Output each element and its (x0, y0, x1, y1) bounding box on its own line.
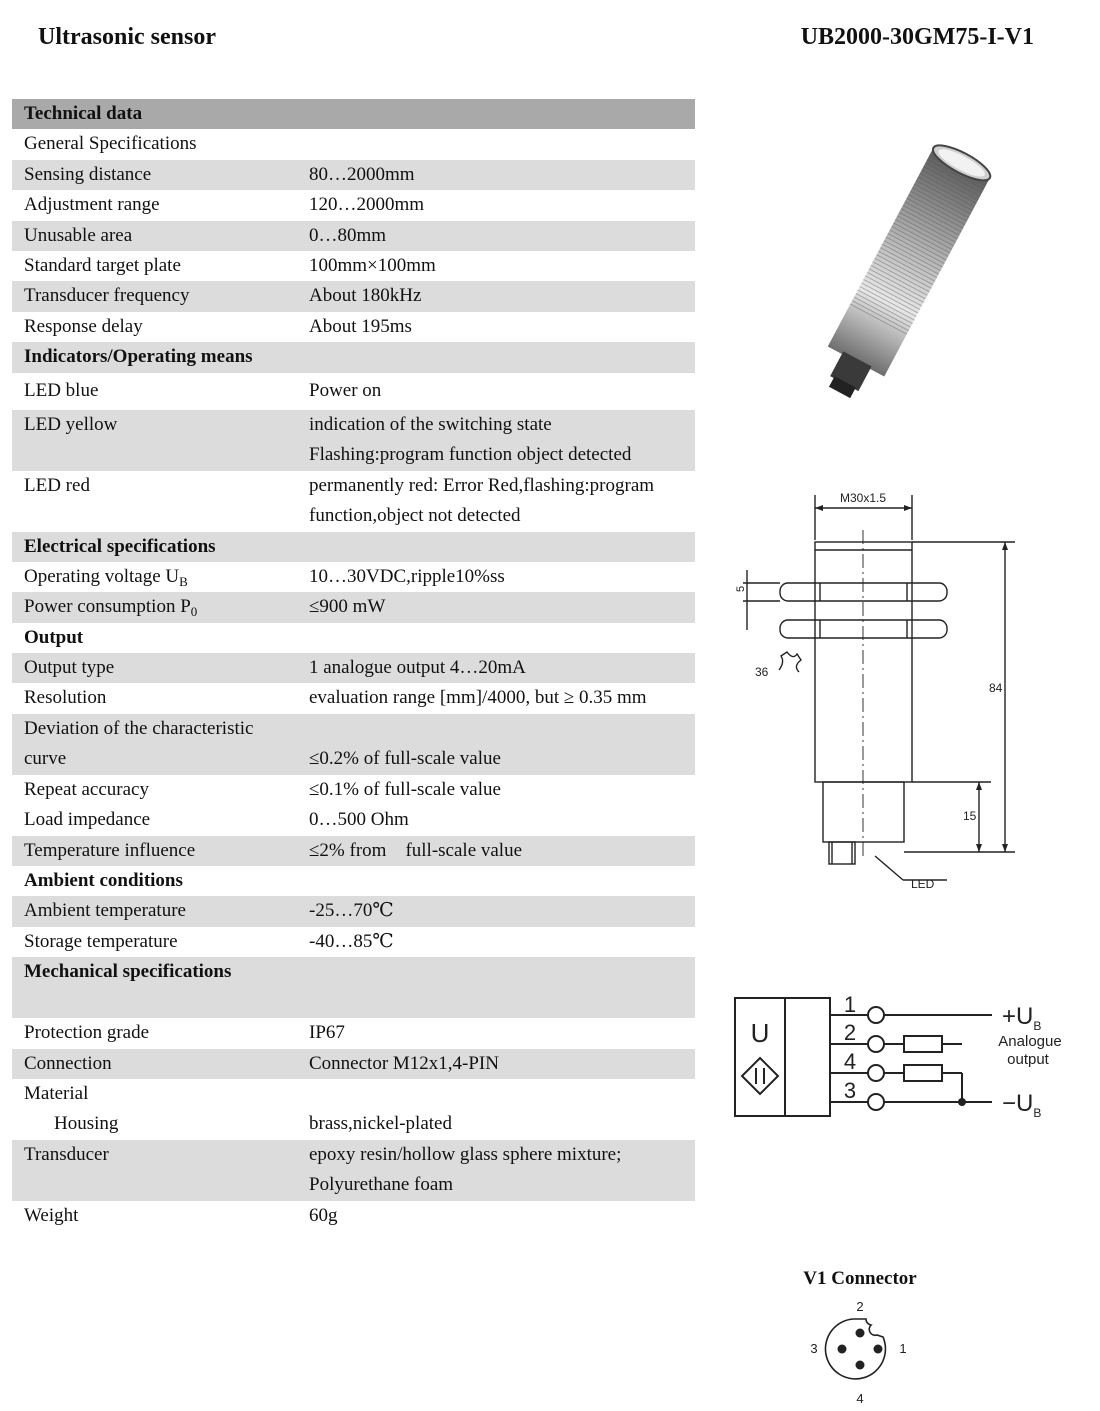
row-label: Load impedance (24, 809, 151, 831)
analogue-label: Analogue (998, 1033, 1062, 1050)
table-row (12, 373, 695, 410)
row-value: 60g (309, 1204, 338, 1226)
row-value: 80…2000mm (309, 163, 415, 185)
row-label: Resolution (24, 687, 107, 709)
row-value: ≤2% from full-scale value (309, 839, 523, 861)
table-row (12, 532, 695, 562)
row-label: LED blue (24, 379, 99, 401)
minus-ub-label: $-U_B$ (1002, 1090, 1042, 1120)
row-label: Indicators/Operating means (24, 346, 253, 368)
upper-nut (780, 583, 947, 601)
row-label: Weight (24, 1204, 79, 1226)
row-label: Adjustment range (24, 194, 160, 216)
row-value: Connector M12x1,4-PIN (309, 1052, 499, 1074)
sensor-diamond-icon (742, 1058, 778, 1094)
row-label: Housing (54, 1113, 119, 1135)
output-resistor (904, 1036, 942, 1052)
row-value: ≤0.2% of full-scale value (309, 748, 501, 770)
table-row (12, 1201, 695, 1231)
row-value: indication of the switching state Flashing:program function object detected (309, 413, 632, 465)
row-label: Unusable area (24, 224, 133, 246)
table-row (12, 251, 695, 281)
pin-label-3: 3 (843, 1078, 857, 1103)
table-row (12, 312, 695, 342)
row-label: Repeat accuracy (24, 778, 149, 800)
table-row (12, 99, 695, 129)
wrench-icon (779, 652, 801, 672)
table-row (12, 562, 695, 592)
sensor-symbol-letter: U (750, 1018, 770, 1048)
row-value: brass,nickel-plated (309, 1113, 452, 1135)
table-row (12, 957, 695, 1018)
row-value: 100mm×100mm (309, 254, 436, 276)
row-label: Temperature influence (24, 839, 196, 861)
row-value: epoxy resin/hollow glass sphere mixture; Polyurethane foam (309, 1143, 622, 1196)
row-value: About 195ms (309, 315, 412, 337)
sensor-photo (760, 110, 1050, 410)
row-label: Power consumption $P_0$ (24, 596, 198, 620)
row-label: Protection grade (24, 1022, 150, 1044)
row-label: Deviation of the characteristic curve (24, 717, 254, 770)
connector-pinout (800, 1295, 920, 1411)
table-row (12, 836, 695, 866)
row-value: -25…70℃ (309, 900, 394, 922)
row-label: Output type (24, 657, 115, 679)
row-label: Sensing distance (24, 163, 152, 185)
pin-3 (838, 1345, 847, 1354)
pin-label-4: 4 (843, 1049, 857, 1074)
row-value: 0…80mm (309, 224, 387, 246)
table-row (12, 714, 695, 775)
table-row (12, 471, 695, 532)
pinout-label-3: 3 (810, 1341, 818, 1356)
row-label: Electrical specifications (24, 535, 216, 557)
row-value: permanently red: Error Red,flashing:program function,object not detected (309, 474, 655, 526)
connector-title: V1 Connector (803, 1268, 917, 1289)
pin-4 (856, 1361, 865, 1370)
plug-length-label: 15 (963, 809, 977, 823)
product-type-title: Ultrasonic sensor (38, 24, 216, 50)
dimension-drawing (725, 480, 1025, 900)
sensor-block (735, 998, 830, 1116)
table-row (12, 927, 695, 957)
table-row (12, 1109, 695, 1139)
nut-height-label: 5 (735, 585, 747, 592)
table-row (12, 1049, 695, 1079)
row-label: Output (24, 626, 84, 648)
row-value: 0…500 Ohm (309, 809, 409, 831)
row-label: Storage temperature (24, 930, 178, 952)
table-row (12, 592, 695, 622)
row-value: ≤900 mW (309, 596, 386, 618)
table-row (12, 129, 695, 159)
row-label: Standard target plate (24, 254, 181, 276)
row-label: General Specifications (24, 133, 197, 155)
technical-data-table (12, 99, 695, 1231)
table-row (12, 896, 695, 926)
row-label: Ambient conditions (24, 870, 183, 892)
led-label: LED (911, 877, 935, 891)
row-label: Transducer frequency (24, 285, 190, 307)
table-row (12, 221, 695, 251)
row-value: IP67 (309, 1022, 345, 1044)
pin-label-1: 1 (843, 992, 857, 1017)
thread-size-label: M30x1.5 (839, 491, 887, 505)
row-value: evaluation range [mm]/4000, but ≥ 0.35 mm (309, 687, 647, 709)
row-label: Transducer (24, 1143, 109, 1165)
row-label: Mechanical specifications (24, 961, 232, 983)
row-label: Ambient temperature (24, 900, 186, 922)
table-row (12, 653, 695, 683)
connector-plug (823, 782, 904, 842)
row-label: Response delay (24, 315, 143, 337)
total-length-label: 84 (989, 681, 1003, 695)
plus-ub-label: $+U_B$ (1002, 1003, 1042, 1033)
connector-pin (829, 842, 855, 864)
table-row (12, 342, 695, 372)
row-label: Technical data (24, 103, 143, 124)
pin-1 (874, 1345, 883, 1354)
table-row (12, 1018, 695, 1048)
output-label: output (1007, 1051, 1049, 1068)
row-value: 10…30VDC,ripple10%ss (309, 565, 505, 587)
row-label: LED yellow (24, 413, 118, 435)
table-row (12, 190, 695, 220)
table-row (12, 281, 695, 311)
wiring-diagram (730, 990, 1070, 1130)
table-row (12, 1140, 695, 1201)
row-value: -40…85℃ (309, 930, 394, 952)
row-value: ≤0.1% of full-scale value (309, 778, 501, 800)
table-row (12, 623, 695, 653)
row-label: LED red (24, 474, 90, 496)
lower-nut (780, 620, 947, 638)
table-row (12, 410, 695, 471)
pin-2 (856, 1329, 865, 1338)
row-value: About 180kHz (309, 285, 422, 307)
row-value: 1 analogue output 4…20mA (309, 657, 526, 679)
pinout-label-1: 1 (899, 1341, 907, 1356)
row-value: 120…2000mm (309, 194, 425, 216)
table-row (12, 866, 695, 896)
row-label: Connection (24, 1052, 112, 1074)
table-row (12, 1079, 695, 1109)
table-row (12, 160, 695, 190)
row-value: Power on (309, 379, 382, 401)
pinout-label-2: 2 (856, 1299, 864, 1314)
row-label: Operating voltage $U_B$ (24, 565, 188, 589)
table-row (12, 805, 695, 835)
load-resistor (904, 1065, 942, 1081)
wrench-size-label: 36 (755, 665, 769, 679)
pin-label-2: 2 (843, 1020, 857, 1045)
model-number-title: UB2000-30GM75-I-V1 (800, 24, 1034, 50)
sensor-body-outline (815, 542, 912, 782)
row-label: Material (24, 1082, 89, 1104)
pinout-label-4: 4 (856, 1391, 864, 1406)
table-row (12, 683, 695, 713)
table-row (12, 775, 695, 805)
